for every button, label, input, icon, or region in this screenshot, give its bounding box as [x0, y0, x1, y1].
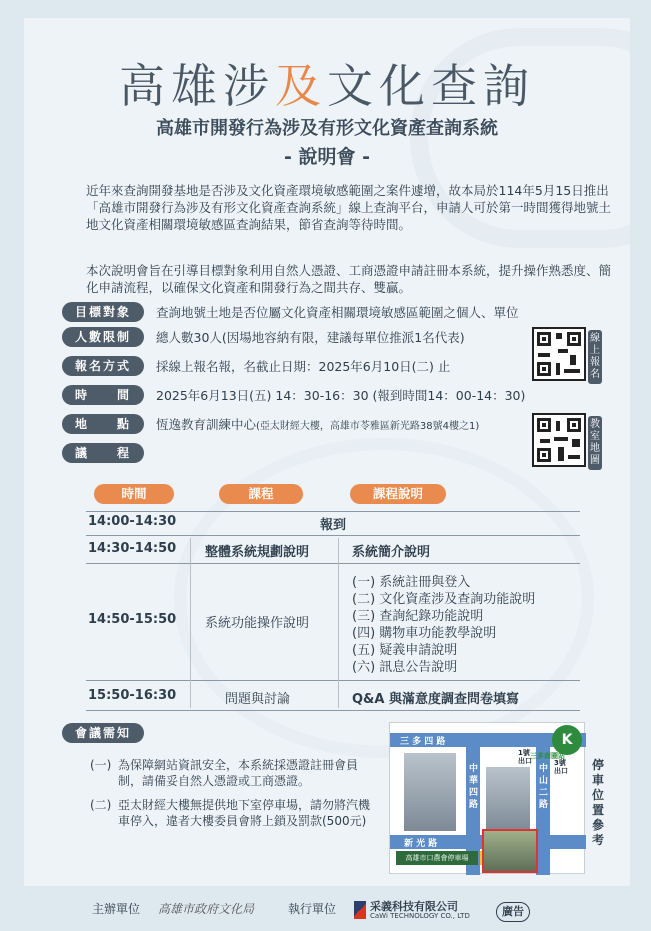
road-label-right: 中 山 二 路: [539, 764, 549, 810]
schedule-course: 系統功能操作說明: [205, 616, 310, 631]
building-photo: [404, 753, 456, 831]
info-label: 議 程: [62, 443, 144, 463]
info-value: [156, 415, 479, 433]
schedule-divider: [86, 680, 580, 681]
note-number: (二): [90, 798, 112, 812]
note-item: [90, 757, 380, 789]
station-label: 三多商圈站: [530, 752, 565, 760]
logo-part: 高雄涉: [119, 59, 275, 113]
exec-label: 執行單位: [288, 902, 337, 916]
schedule-time: 15:50-16:30: [88, 688, 177, 703]
schedule-time: 14:30-14:50: [88, 541, 177, 556]
schedule-vline: [190, 538, 191, 708]
info-label: 報名方式: [62, 356, 144, 376]
info-value: 查詢地號土地是否位屬文化資產相關環境敏感區範圍之個人、單位: [156, 305, 519, 320]
info-value: 2025年6月13日(五) 14：30-16：30 (報到時間14：00-14：30): [156, 388, 526, 403]
schedule-desc: Q&A 與滿意度調查問卷填寫: [352, 692, 519, 707]
logo-part: 文化: [327, 59, 431, 113]
exec-logo-icon: [354, 901, 366, 919]
location-address: (亞太財經大樓，高雄市苓雅區新光路38號4樓之1): [256, 421, 480, 432]
schedule-course: 報到: [320, 518, 347, 533]
exec-name: 采義科技有限公司: [370, 900, 458, 913]
location-name: 恆逸教育訓練中心: [156, 417, 257, 432]
map-qr-label: 教室地圖: [588, 416, 602, 470]
system-title: 高雄市開發行為涉及有形文化資產查詢系統: [156, 118, 498, 139]
metro-logo-icon: K: [552, 725, 582, 755]
note-text: 亞太財經大樓無提供地下室停車場，請勿將汽機車停入，違者大樓委員會將上鎖及罰款(500元): [118, 798, 371, 828]
info-row-agenda: [62, 443, 144, 463]
schedule-divider: [86, 710, 580, 711]
road-label-bottom: 新 光 路: [404, 839, 438, 849]
info-value: 採線上報名報，名截止日期：2025年6月10日(二) 止: [156, 359, 451, 374]
road-label-top: 三 多 四 路: [400, 737, 446, 747]
parking-map: [389, 722, 585, 874]
event-title: - 說明會 -: [283, 146, 370, 168]
parking-lot-sign: 高雄市口農會停車場: [396, 851, 478, 865]
map-qr-code[interactable]: [532, 413, 586, 467]
info-row-location: [62, 414, 479, 434]
parking-side-label: 停車位置參考: [592, 758, 605, 847]
schedule-divider: [86, 563, 580, 564]
schedule-desc: (二) 文化資產涉及查詢功能說明: [352, 592, 536, 607]
schedule-divider: [86, 535, 580, 536]
schedule-course: 整體系統規劃說明: [205, 545, 310, 560]
exec-name-en: CaWi TECHNOLOGY CO., LTD: [370, 912, 470, 920]
info-row-signup: [62, 356, 450, 376]
logo-title: [24, 50, 630, 116]
note-text: 為保障網站資訊安全，本系統採憑證註冊會員制，請備妥自然人憑證或工商憑證。: [118, 758, 359, 788]
schedule-desc: (四) 購物車功能教學說明: [352, 626, 497, 641]
ad-badge: 廣告: [496, 902, 530, 922]
exit-label: 3號出口: [554, 759, 568, 775]
host-logo: 高雄市政府文化局: [158, 902, 255, 916]
road-label-left: 中 華 四 路: [469, 764, 479, 810]
parking-photo: [482, 829, 538, 873]
schedule-course: 問題與討論: [225, 692, 291, 707]
schedule-header-course: 課程: [219, 484, 303, 504]
info-value: 總人數30人(因場地容納有限，建議每單位推派1名代表): [156, 330, 465, 345]
host-label: 主辦單位: [92, 902, 141, 916]
info-label: 人數限制: [62, 327, 144, 347]
info-row-target: [62, 302, 519, 322]
note-number: (一): [90, 758, 112, 772]
schedule-time: 14:00-14:30: [88, 514, 177, 529]
schedule-desc: 系統簡介說明: [352, 545, 431, 560]
schedule-divider: [86, 511, 580, 512]
schedule-header-time: 時間: [94, 484, 174, 504]
info-row-time: [62, 385, 525, 405]
schedule-desc: (五) 疑義申請說明: [352, 643, 458, 658]
schedule-time: 14:50-15:50: [88, 612, 177, 627]
intro-paragraph-2: 本次說明會旨在引導目標對象利用自然人憑證、工商憑證申請註冊本系統，提升操作熟悉度、簡化申請流程，以確保文化資產和開發行為之間共存、雙贏。: [86, 263, 612, 295]
signup-qr-label: 線上報名: [588, 330, 602, 384]
exit-label: 1號出口: [518, 749, 532, 765]
info-row-capacity: [62, 327, 465, 347]
schedule-desc: (三) 查詢紀錄功能說明: [352, 609, 484, 624]
note-item: [90, 797, 380, 829]
schedule-header-desc: 課程說明: [350, 484, 446, 504]
info-label: 地 點: [62, 414, 144, 434]
schedule-desc: (一) 系統註冊與登入: [352, 575, 471, 590]
info-label: 目標對象: [62, 302, 144, 322]
intro-paragraph-1: 近年來查詢開發基地是否涉及文化資產環境敏感範圍之案件遽增，故本局於114年5月15日推出「高雄市開發行為涉及有形文化資產查詢系統」線上查詢平台，申請人可於第一時間獲得地號土地文化資產相關環境敏感區查詢結果，節省查詢等待時間。: [86, 183, 612, 232]
notes-label: 會議需知: [62, 723, 144, 743]
building-photo: [486, 767, 530, 831]
schedule-desc: (六) 訊息公告說明: [352, 660, 458, 675]
logo-part: 查詢: [431, 59, 535, 113]
schedule-vline: [338, 538, 339, 708]
logo-part-accent: 及: [275, 59, 327, 113]
signup-qr-code[interactable]: [532, 327, 586, 381]
info-label: 時 間: [62, 385, 144, 405]
